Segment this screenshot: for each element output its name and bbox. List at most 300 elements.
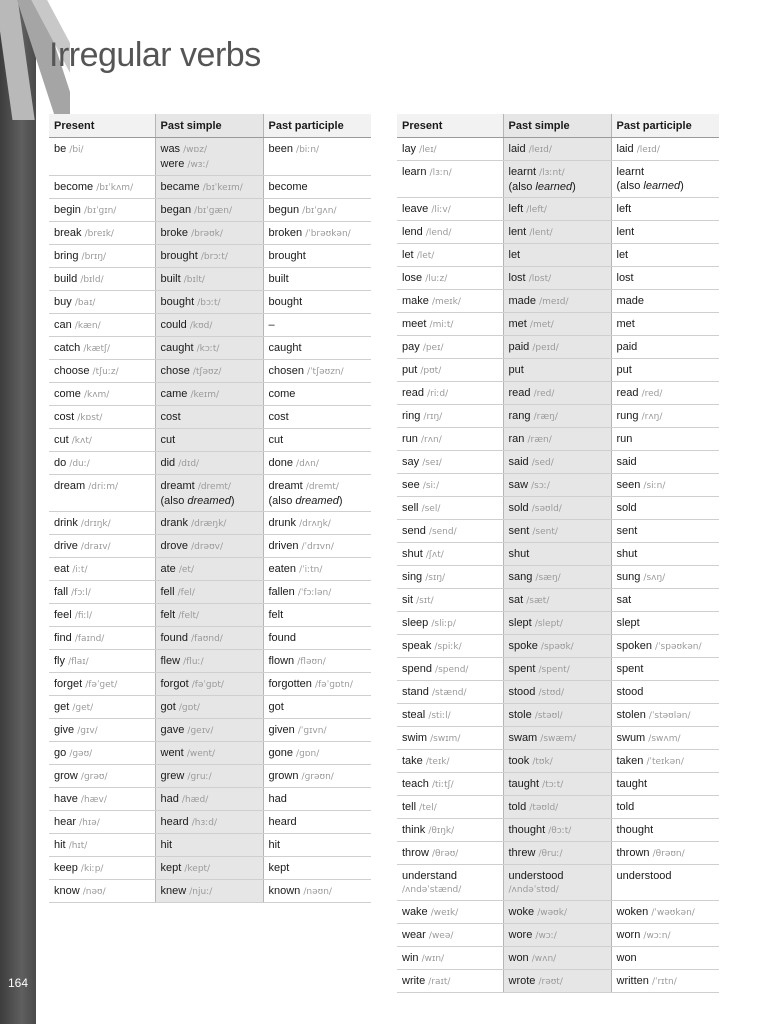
past-participle-cell: [611, 635, 719, 658]
past-simple-form: read: [508, 387, 531, 399]
past-simple-cell: [503, 497, 611, 520]
past-participle-form: got: [268, 701, 284, 713]
present-form: run: [402, 433, 418, 445]
past-participle-form: hit: [268, 839, 281, 851]
verb-row: [397, 313, 719, 336]
past-simple-pronunciation: /θɔːt/: [548, 826, 572, 836]
present-pronunciation: /ʃʌt/: [425, 550, 444, 560]
present-form: have: [54, 793, 78, 805]
present-form: see: [402, 479, 420, 491]
past-simple-cell: [503, 520, 611, 543]
past-simple-cell: [155, 176, 263, 199]
past-simple-pronunciation: /met/: [529, 320, 554, 330]
past-participle-pronunciation: /ˈrɪtn/: [651, 977, 677, 987]
past-participle-cell: [263, 673, 371, 696]
header-present: Present: [397, 114, 503, 138]
past-participle-form: done: [268, 457, 293, 469]
past-participle-pronunciation: /fləʊn/: [297, 657, 326, 667]
present-form: lend: [402, 226, 423, 238]
past-simple-pronunciation: /tʃəʊz/: [192, 367, 222, 377]
present-form: ring: [402, 410, 421, 422]
past-participle-form: rung: [616, 410, 639, 422]
past-participle-cell: [611, 474, 719, 497]
past-simple-pronunciation: /hɜːd/: [191, 818, 218, 828]
past-participle-cell: [611, 221, 719, 244]
past-participle-cell: [263, 245, 371, 268]
past-simple-pronunciation: /təʊld/: [529, 803, 559, 813]
past-participle-cell: [263, 696, 371, 719]
past-participle-form: sent: [616, 525, 638, 537]
present-form: read: [402, 387, 425, 399]
present-pronunciation: /wɪn/: [421, 954, 445, 964]
present-pronunciation: /fɔːl/: [71, 588, 91, 598]
present-form: come: [54, 388, 81, 400]
present-pronunciation: /flaɪ/: [68, 657, 89, 667]
past-simple-cell: [155, 429, 263, 452]
past-simple-pronunciation: /bɪˈkeɪm/: [202, 183, 243, 193]
past-simple-cell: [155, 199, 263, 222]
present-pronunciation: /swɪm/: [430, 734, 461, 744]
past-participle-cell: [263, 452, 371, 475]
past-participle-form: gone: [268, 747, 293, 759]
past-participle-cell: [611, 924, 719, 947]
verb-row: [397, 474, 719, 497]
present-form: buy: [54, 296, 72, 308]
verb-row: [49, 383, 371, 406]
present-cell: [397, 842, 503, 865]
past-simple-cell: [503, 970, 611, 993]
present-pronunciation: /kʌt/: [71, 436, 92, 446]
past-simple-form: became: [160, 181, 200, 193]
past-participle-cell: [263, 314, 371, 337]
present-cell: [397, 198, 503, 221]
past-simple-pronunciation: /bɪlt/: [183, 275, 205, 285]
past-simple-pronunciation: /səʊld/: [531, 504, 562, 514]
past-participle-cell: [263, 383, 371, 406]
present-pronunciation: /rʌn/: [420, 435, 442, 445]
header-row: [397, 114, 719, 138]
verb-row: [49, 512, 371, 535]
present-cell: [49, 138, 155, 176]
past-simple-pronunciation: /leɪd/: [528, 145, 552, 155]
present-pronunciation: /spend/: [435, 665, 469, 675]
past-simple-form: let: [508, 249, 521, 261]
past-participle-form: cost: [268, 411, 289, 423]
page-title: Irregular verbs: [49, 36, 261, 74]
past-participle-cell: [263, 475, 371, 512]
verb-row: [49, 337, 371, 360]
past-simple-cell: [155, 475, 263, 512]
present-pronunciation: /ɡəʊ/: [69, 749, 93, 759]
past-participle-form: run: [616, 433, 633, 445]
past-simple-cell: [155, 788, 263, 811]
past-simple-form: cut: [160, 434, 176, 446]
past-participle-cell: [263, 880, 371, 903]
past-participle-cell: [611, 566, 719, 589]
verb-row: [397, 901, 719, 924]
past-participle-pronunciation: /ˈstəʊlən/: [648, 711, 691, 721]
past-participle-form: –: [268, 319, 275, 331]
past-simple-pronunciation: /sɔː/: [531, 481, 550, 491]
past-participle-form: sold: [616, 502, 637, 514]
past-simple-form: wrote: [508, 975, 536, 987]
past-participle-cell: [611, 819, 719, 842]
past-simple-pronunciation: /lɒst/: [528, 274, 552, 284]
past-simple-form: came: [160, 388, 188, 400]
past-participle-cell: [611, 267, 719, 290]
present-form: do: [54, 457, 67, 469]
present-pronunciation: /kiːp/: [80, 864, 104, 874]
verb-row: [49, 475, 371, 512]
past-participle-form: eaten: [268, 563, 297, 575]
present-cell: [49, 383, 155, 406]
present-pronunciation: /stiːl/: [428, 711, 451, 721]
past-participle-cell: [611, 589, 719, 612]
past-participle-pronunciation: /ˈwəʊkən/: [651, 908, 695, 918]
past-participle-form: bought: [268, 296, 303, 308]
present-cell: [49, 360, 155, 383]
verb-row: [397, 198, 719, 221]
past-participle-pronunciation: /ɡɒn/: [296, 749, 320, 759]
present-pronunciation: /hɪt/: [68, 841, 88, 851]
past-participle-form: laid: [616, 143, 634, 155]
present-cell: [49, 475, 155, 512]
present-cell: [49, 696, 155, 719]
present-form: cut: [54, 434, 69, 446]
past-simple-form: knew: [160, 885, 187, 897]
past-participle-pronunciation: /ˈteɪkən/: [646, 757, 684, 767]
past-participle-pronunciation: /ɡrəʊn/: [301, 772, 334, 782]
verb-row: [49, 314, 371, 337]
past-participle-form: told: [616, 801, 635, 813]
past-participle-form: heard: [268, 816, 297, 828]
past-participle-cell: [611, 290, 719, 313]
past-simple-cell: [503, 612, 611, 635]
present-pronunciation: /seɪ/: [422, 458, 442, 468]
present-cell: [49, 535, 155, 558]
verb-row: [49, 696, 371, 719]
present-pronunciation: /fəˈɡet/: [85, 680, 118, 690]
present-form: teach: [402, 778, 429, 790]
present-cell: [397, 947, 503, 970]
past-simple-cell: [155, 291, 263, 314]
present-pronunciation: /sɪt/: [416, 596, 434, 606]
past-simple-form: did: [160, 457, 176, 469]
past-participle-form: cut: [268, 434, 284, 446]
past-simple-cell: [155, 673, 263, 696]
past-participle-form: drunk: [268, 517, 297, 529]
past-participle-form: taught: [616, 778, 648, 790]
present-pronunciation: /bɪld/: [80, 275, 104, 285]
past-simple-pronunciation: /ræŋ/: [533, 412, 558, 422]
verb-row: [397, 244, 719, 267]
past-simple-cell: [155, 857, 263, 880]
present-form: win: [402, 952, 419, 964]
past-participle-cell: [263, 857, 371, 880]
past-participle-cell: [263, 429, 371, 452]
past-participle-form: stood: [616, 686, 644, 698]
past-simple-cell: [155, 696, 263, 719]
present-form: grow: [54, 770, 78, 782]
past-simple-form: drank: [160, 517, 189, 529]
past-participle-form: flown: [268, 655, 295, 667]
past-participle-form: met: [616, 318, 635, 330]
past-simple-pronunciation: /keɪm/: [190, 390, 220, 400]
past-participle-cell: [263, 176, 371, 199]
past-simple-form: lost: [508, 272, 526, 284]
past-participle-cell: [611, 865, 719, 901]
past-simple-cell: [503, 635, 611, 658]
past-simple-cell: [503, 842, 611, 865]
past-simple-form: taught: [508, 778, 540, 790]
past-participle-form: let: [616, 249, 629, 261]
present-cell: [49, 337, 155, 360]
past-simple-form: learnt: [508, 166, 537, 178]
past-participle-form: chosen: [268, 365, 304, 377]
past-simple-alt-pronunciation: /wɜː/: [187, 160, 209, 170]
past-participle-cell: [611, 336, 719, 359]
past-simple-pronunciation: /drəʊv/: [191, 542, 223, 552]
past-participle-cell: [611, 901, 719, 924]
past-participle-cell: [263, 535, 371, 558]
past-participle-form: lost: [616, 272, 634, 284]
verb-row: [397, 290, 719, 313]
past-simple-form: forgot: [160, 678, 189, 690]
past-simple-cell: [503, 428, 611, 451]
past-simple-form: thought: [508, 824, 546, 836]
past-simple-form: shut: [508, 548, 530, 560]
past-participle-cell: [263, 138, 371, 176]
past-participle-cell: [263, 627, 371, 650]
past-simple-pronunciation: /θruː/: [538, 849, 563, 859]
present-cell: [397, 244, 503, 267]
present-pronunciation: /bi/: [69, 145, 84, 155]
present-form: understand: [402, 870, 458, 882]
present-form: cost: [54, 411, 75, 423]
present-pronunciation: /bɪˈkʌm/: [96, 183, 134, 193]
present-pronunciation: /nəʊ/: [82, 887, 106, 897]
past-simple-pronunciation: /felt/: [178, 611, 200, 621]
past-participle-form: thought: [616, 824, 654, 836]
present-form: think: [402, 824, 426, 836]
present-pronunciation: /kʌm/: [83, 390, 110, 400]
past-simple-cell: [155, 314, 263, 337]
past-simple-form: grew: [160, 770, 185, 782]
present-form: become: [54, 181, 94, 193]
past-simple-form-alt: were: [160, 158, 185, 170]
verb-row: [49, 429, 371, 452]
past-simple-cell: [155, 383, 263, 406]
past-simple-cell: [503, 161, 611, 198]
present-pronunciation: /iːt/: [72, 565, 88, 575]
past-simple-pronunciation: /kʊd/: [189, 321, 213, 331]
past-simple-pronunciation: /sæt/: [526, 596, 550, 606]
past-participle-pronunciation: /drʌŋk/: [299, 519, 331, 529]
past-simple-pronunciation: /peɪd/: [532, 343, 559, 353]
past-simple-pronunciation: /lent/: [529, 228, 553, 238]
verb-row: [397, 727, 719, 750]
past-participle-form: sung: [616, 571, 641, 583]
past-simple-cell: [503, 589, 611, 612]
present-pronunciation: /liːv/: [431, 205, 451, 215]
present-pronunciation: /pʊt/: [420, 366, 442, 376]
past-simple-form: sent: [508, 525, 530, 537]
present-pronunciation: /bɪˈɡɪn/: [83, 206, 117, 216]
past-simple-pronunciation: /sed/: [531, 458, 554, 468]
past-participle-form: understood: [616, 870, 672, 882]
past-simple-form: flew: [160, 655, 181, 667]
past-simple-pronunciation: /lɜːnt/: [539, 168, 565, 178]
present-form: lose: [402, 272, 423, 284]
present-cell: [397, 819, 503, 842]
past-simple-form: left: [508, 203, 524, 215]
past-simple-cell: [503, 566, 611, 589]
present-cell: [397, 359, 503, 382]
present-pronunciation: /leɪ/: [419, 145, 437, 155]
verb-row: [49, 742, 371, 765]
past-simple-form: was: [160, 143, 181, 155]
present-form: let: [402, 249, 414, 261]
verb-table-right: [397, 114, 719, 993]
past-participle-pronunciation: /dʌn/: [296, 459, 319, 469]
present-cell: [397, 221, 503, 244]
past-simple-cell: [503, 901, 611, 924]
past-simple-form: laid: [508, 143, 526, 155]
present-form: fall: [54, 586, 69, 598]
past-participle-cell: [263, 268, 371, 291]
past-participle-form: seen: [616, 479, 641, 491]
past-simple-pronunciation: /fəˈɡɒt/: [191, 680, 224, 690]
past-simple-cell: [503, 336, 611, 359]
past-simple-pronunciation: /went/: [186, 749, 216, 759]
past-participle-form: known: [268, 885, 301, 897]
verb-row: [49, 176, 371, 199]
past-participle-form: found: [268, 632, 297, 644]
verb-row: [397, 681, 719, 704]
past-participle-cell: [263, 811, 371, 834]
past-participle-pronunciation: /ˈtʃəʊzn/: [307, 367, 344, 377]
past-participle-note: (also learned): [616, 180, 684, 192]
present-cell: [397, 451, 503, 474]
past-simple-form: dreamt: [160, 480, 195, 492]
present-cell: [397, 704, 503, 727]
present-pronunciation: /ɡɪv/: [77, 726, 98, 736]
verb-row: [49, 788, 371, 811]
verb-row: [397, 566, 719, 589]
past-simple-note: (also dreamed): [160, 495, 235, 507]
present-form: swim: [402, 732, 428, 744]
present-cell: [397, 161, 503, 198]
verb-row: [49, 222, 371, 245]
past-simple-form: met: [508, 318, 527, 330]
past-participle-pronunciation: /θrəʊn/: [652, 849, 685, 859]
past-simple-cell: [155, 337, 263, 360]
verb-row: [397, 221, 719, 244]
present-form: wake: [402, 906, 428, 918]
past-participle-form: fallen: [268, 586, 295, 598]
past-simple-form: began: [160, 204, 192, 216]
present-form: choose: [54, 365, 90, 377]
present-cell: [397, 658, 503, 681]
past-simple-cell: [155, 627, 263, 650]
past-participle-form: made: [616, 295, 645, 307]
present-form: spend: [402, 663, 432, 675]
present-form: shut: [402, 548, 423, 560]
present-cell: [49, 765, 155, 788]
past-participle-cell: [611, 428, 719, 451]
past-participle-form: kept: [268, 862, 290, 874]
past-participle-form: caught: [268, 342, 302, 354]
past-participle-form: been: [268, 143, 293, 155]
past-participle-cell: [263, 558, 371, 581]
past-simple-pronunciation: /ɡruː/: [187, 772, 212, 782]
past-participle-cell: [263, 650, 371, 673]
past-simple-pronunciation: /tɔːt/: [542, 780, 564, 790]
past-participle-form: thrown: [616, 847, 650, 859]
past-participle-form: written: [616, 975, 649, 987]
past-participle-form: begun: [268, 204, 300, 216]
past-simple-pronunciation: /fluː/: [183, 657, 204, 667]
present-cell: [397, 750, 503, 773]
past-participle-note: (also dreamed): [268, 495, 343, 507]
present-cell: [397, 497, 503, 520]
verb-row: [397, 704, 719, 727]
present-cell: [49, 811, 155, 834]
past-participle-cell: [263, 742, 371, 765]
past-simple-form: ate: [160, 563, 176, 575]
verb-row: [49, 245, 371, 268]
past-simple-form: gave: [160, 724, 185, 736]
present-pronunciation: /faɪnd/: [74, 634, 105, 644]
present-pronunciation: /brɪŋ/: [81, 252, 107, 262]
past-simple-form: spent: [508, 663, 536, 675]
header-past-participle: Past participle: [263, 114, 371, 138]
past-participle-cell: [263, 581, 371, 604]
present-form: write: [402, 975, 426, 987]
present-pronunciation: /ɡet/: [72, 703, 94, 713]
present-cell: [397, 924, 503, 947]
past-participle-cell: [611, 773, 719, 796]
verb-row: [49, 765, 371, 788]
past-participle-pronunciation: /sʌŋ/: [643, 573, 666, 583]
present-cell: [397, 681, 503, 704]
past-participle-cell: [611, 244, 719, 267]
present-form: fly: [54, 655, 65, 667]
present-cell: [49, 512, 155, 535]
present-cell: [49, 742, 155, 765]
present-cell: [397, 589, 503, 612]
verb-row: [49, 199, 371, 222]
present-form: forget: [54, 678, 83, 690]
present-form: eat: [54, 563, 70, 575]
present-cell: [49, 719, 155, 742]
present-pronunciation: /riːd/: [427, 389, 449, 399]
present-form: stand: [402, 686, 429, 698]
verb-row: [397, 865, 719, 901]
past-participle-pronunciation: /ˈfɔːlən/: [297, 588, 332, 598]
header-present: Present: [49, 114, 155, 138]
present-form: learn: [402, 166, 427, 178]
verb-row: [397, 451, 719, 474]
past-simple-note: (also learned): [508, 181, 576, 193]
past-simple-pronunciation: /brəʊk/: [191, 229, 223, 239]
verb-row: [49, 650, 371, 673]
verb-row: [49, 360, 371, 383]
present-pronunciation: /raɪt/: [428, 977, 451, 987]
present-cell: [49, 650, 155, 673]
present-form: say: [402, 456, 420, 468]
past-simple-form: sat: [508, 594, 524, 606]
